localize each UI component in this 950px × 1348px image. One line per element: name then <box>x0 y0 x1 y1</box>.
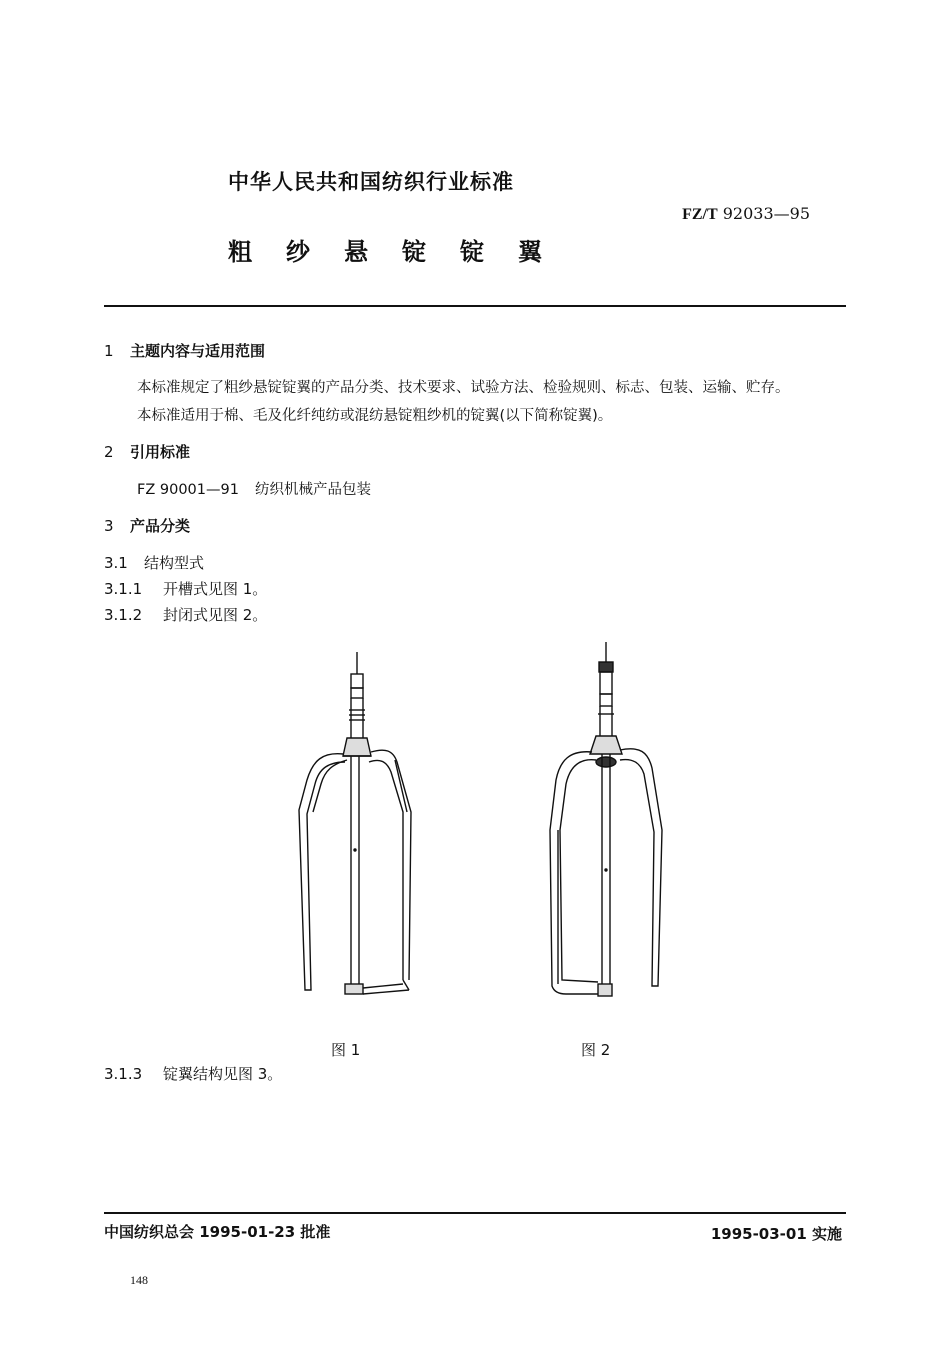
section-number: 2 <box>104 443 114 461</box>
clause-text: 封闭式见图 2。 <box>163 606 268 624</box>
reference-title: 纺织机械产品包装 <box>254 482 371 498</box>
standard-prefix: FZ/T <box>682 206 718 223</box>
effective-date: 1995-03-01 实施 <box>710 1225 842 1243</box>
clause-number: 3.1 <box>104 554 128 572</box>
figure-2-flyer-drawing <box>540 640 670 1002</box>
figure-1-caption: 图 1 <box>331 1041 361 1059</box>
section-3-heading <box>104 515 190 536</box>
clause-3-1-3 <box>104 1063 282 1084</box>
section-1-paragraph-2: 本标准适用于棉、毛及化纤纯纺或混纺悬锭粗纱机的锭翼(以下简称锭翼)。 <box>137 408 613 424</box>
section-number: 1 <box>104 342 114 360</box>
section-title: 产品分类 <box>130 517 191 535</box>
clause-number: 3.1.1 <box>104 580 143 598</box>
doc-title: 粗纱悬锭锭翼 <box>228 238 576 266</box>
clause-text: 结构型式 <box>144 554 205 572</box>
section-1-paragraph-1: 本标准规定了粗纱悬锭锭翼的产品分类、技术要求、试验方法、检验规则、标志、包装、运输、贮存。 <box>137 380 790 396</box>
clause-number: 3.1.3 <box>104 1065 143 1083</box>
figure-1-flyer-drawing <box>285 650 425 1002</box>
clause-number: 3.1.2 <box>104 606 143 624</box>
clause-text: 锭翼结构见图 3。 <box>163 1065 283 1083</box>
standard-number: 92033—95 <box>722 204 810 223</box>
clause-text: 开槽式见图 1。 <box>163 580 268 598</box>
section-1-heading <box>104 340 265 361</box>
figure-2-caption: 图 2 <box>581 1041 611 1059</box>
approval-statement: 中国纺织总会 1995-01-23 批准 <box>104 1223 331 1241</box>
standard-code <box>682 204 810 224</box>
page-number: 148 <box>130 1273 148 1287</box>
clause-3-1-1 <box>104 578 267 599</box>
section-title: 引用标准 <box>130 443 191 461</box>
header-rule <box>104 305 846 307</box>
clause-3-1-2 <box>104 604 267 625</box>
reference-code: FZ 90001—91 <box>137 482 239 498</box>
section-2-heading <box>104 441 190 462</box>
section-title: 主题内容与适用范围 <box>130 342 266 360</box>
reference-item <box>137 478 371 499</box>
org-title: 中华人民共和国纺织行业标准 <box>228 170 514 194</box>
section-number: 3 <box>104 517 114 535</box>
clause-3-1 <box>104 552 204 573</box>
footer-rule <box>104 1212 846 1214</box>
